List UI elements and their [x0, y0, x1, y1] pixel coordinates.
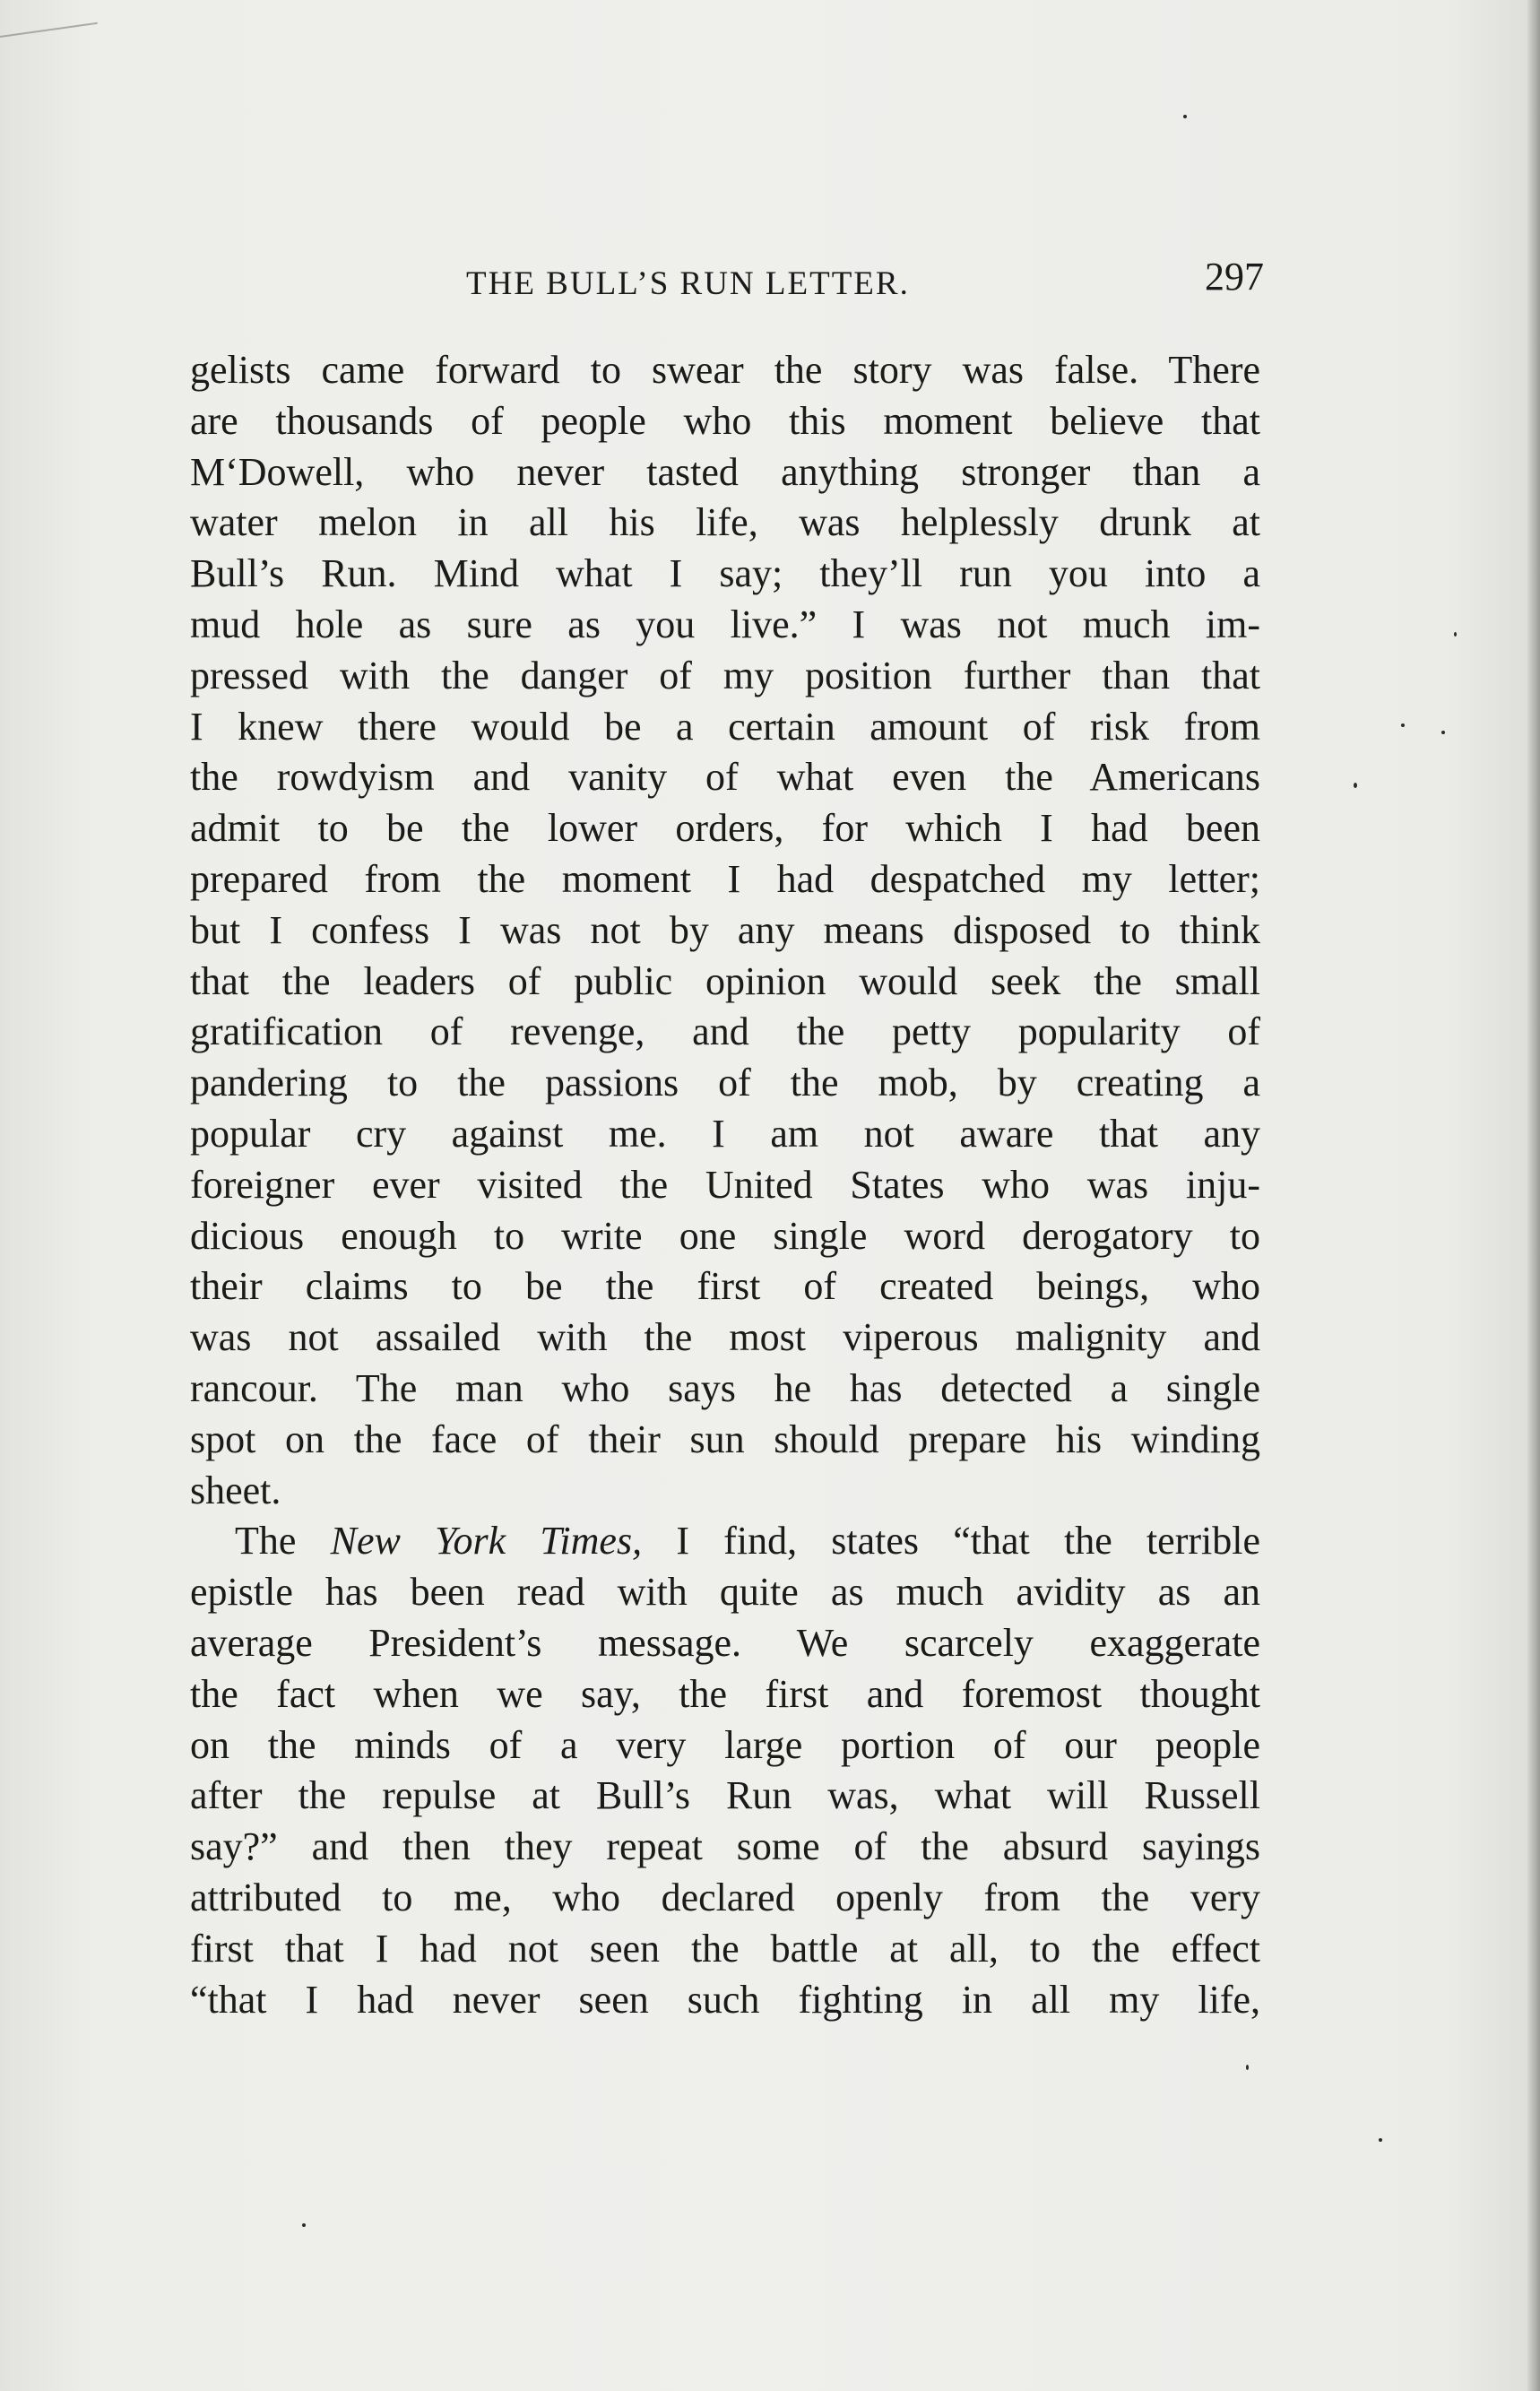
- text-line: the rowdyism and vanity of what even the Americans: [190, 755, 1260, 800]
- text-line: first that I had not seen the battle at all, to the effect: [190, 1926, 1260, 1971]
- speck: [1183, 115, 1187, 118]
- speck: [1354, 783, 1357, 788]
- text-line: Bull’s Run. Mind what I say; they’ll run you into a: [190, 551, 1260, 596]
- page-header: [188, 254, 1264, 308]
- text-line: epistle has been read with quite as much avidity as an: [190, 1570, 1260, 1615]
- text-line: dicious enough to write one single word derogatory to: [190, 1213, 1260, 1258]
- page-edge-shadow: [1527, 0, 1540, 2391]
- text-line: water melon in all his life, was helplessly drunk at: [190, 500, 1260, 545]
- text-line: popular cry against me. I am not aware that any: [190, 1111, 1260, 1156]
- text-line: sheet.: [190, 1468, 281, 1512]
- corner-fold-mark: [0, 0, 98, 38]
- paragraph-start-line: [190, 1516, 1260, 1567]
- text-line: admit to be the lower orders, for which I had been: [190, 806, 1260, 851]
- running-title: THE BULL’S RUN LETTER.: [466, 265, 910, 302]
- page-number: 297: [1205, 255, 1264, 299]
- text-line: spot on the face of their sun should prepare his winding: [190, 1416, 1260, 1461]
- text-line: mud hole as sure as you live.” I was not much im-: [190, 602, 1260, 646]
- text-line: M‘Dowell, who never tasted anything stronger than a: [190, 449, 1260, 494]
- speck: [1401, 723, 1405, 727]
- text-line: attributed to me, who declared openly from the very: [190, 1875, 1260, 1919]
- text-line: average President’s message. We scarcely exaggerate: [190, 1620, 1260, 1665]
- text-line: after the repulse at Bull’s Run was, what will Russell: [190, 1773, 1260, 1818]
- text-line: “that I had never seen such fighting in all my life,: [190, 1977, 1260, 2022]
- text-line: their claims to be the first of created beings, who: [190, 1264, 1260, 1309]
- speck: [1441, 731, 1445, 734]
- text-line: foreigner ever visited the United States who was inju-: [190, 1162, 1260, 1207]
- speck: [1379, 2138, 1382, 2142]
- text-line: prepared from the moment I had despatched my letter;: [190, 856, 1260, 901]
- text-fragment: The: [235, 1519, 331, 1564]
- text-line: gelists came forward to swear the story was false. There: [190, 348, 1260, 392]
- text-line: are thousands of people who this moment believe that: [190, 398, 1260, 443]
- text-line: but I confess I was not by any means disposed to think: [190, 907, 1260, 952]
- text-line: I knew there would be a certain amount of risk from: [190, 704, 1260, 749]
- text-line: rancour. The man who says he has detected a single: [190, 1365, 1260, 1410]
- text-line: was not assailed with the most viperous malignity and: [190, 1315, 1260, 1360]
- text-fragment: I find, states “that the terrible: [642, 1519, 1260, 1564]
- text-line: pandering to the passions of the mob, by creating a: [190, 1061, 1260, 1105]
- speck: [1246, 2065, 1249, 2070]
- text-line: gratification of revenge, and the petty popularity of: [190, 1009, 1260, 1054]
- text-line: that the leaders of public opinion would seek the small: [190, 958, 1260, 1003]
- text-line: on the minds of a very large portion of our people: [190, 1722, 1260, 1767]
- speck: [302, 2223, 306, 2227]
- text-line: the fact when we say, the first and foremost thought: [190, 1671, 1260, 1716]
- text-line: pressed with the danger of my position further than that: [190, 653, 1260, 697]
- speck: [1454, 632, 1457, 637]
- text-line: say?” and then they repeat some of the absurd sayings: [190, 1824, 1260, 1869]
- body-text: [190, 345, 1260, 2025]
- newspaper-title: New York Times,: [330, 1519, 643, 1564]
